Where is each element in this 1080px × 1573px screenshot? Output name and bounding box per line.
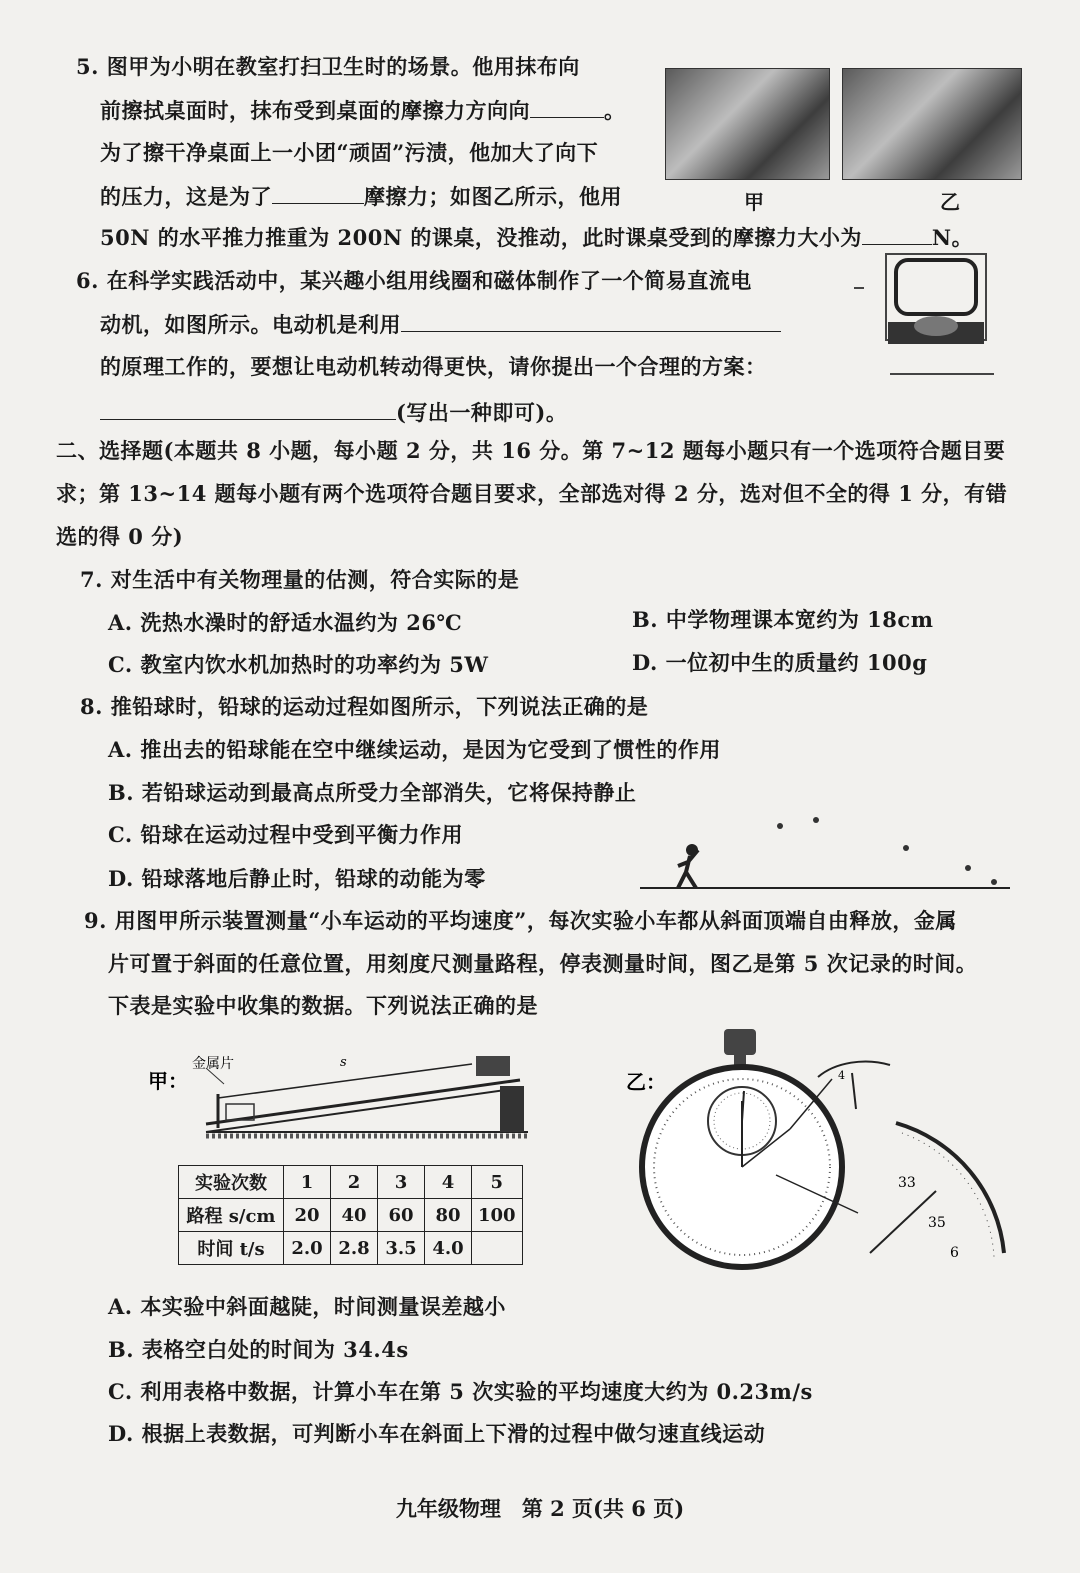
table-row-label: 路程 s/cm: [179, 1199, 284, 1232]
q5-line4-text: 的压力，这是为了: [100, 184, 272, 209]
photo-pushing-desk: [842, 68, 1022, 180]
caption-jia: 甲: [744, 190, 764, 214]
page-footer: 九年级物理 第 2 页(共 6 页): [395, 1496, 685, 1521]
table-row: [179, 1232, 523, 1265]
q8-stem: 8. 推铅球时，铅球的运动过程如图所示，下列说法正确的是: [80, 694, 649, 719]
table-row: [179, 1199, 523, 1232]
stopwatch-figure: [620, 1025, 1030, 1275]
metal-piece-label: 金属片: [192, 1056, 234, 1072]
table-cell: 5: [472, 1166, 523, 1199]
q6-line4-text: (写出一种即可)。: [396, 400, 568, 425]
q8-option-c[interactable]: C. 铅球在运动过程中受到平衡力作用: [108, 822, 463, 847]
incline-figure: [140, 1028, 540, 1153]
q7-option-d[interactable]: D. 一位初中生的质量约 100g: [632, 650, 928, 675]
table-cell: 20: [284, 1199, 331, 1232]
table-cell: 4.0: [425, 1232, 472, 1265]
table-cell: 80: [425, 1199, 472, 1232]
section2-line2: 求；第 13~14 题每小题有两个选项符合题目要求，全部选对得 2 分，选对但不全的得 1 分，有错: [56, 481, 1008, 506]
q5-line4: [100, 181, 622, 212]
dial-label-4: 4: [838, 1069, 845, 1082]
section2-line1: 二、选择题(本题共 8 小题，每小题 2 分，共 16 分。第 7~12 题每小题只有一个选项符合题目要: [56, 438, 1006, 463]
q6-line4: [100, 397, 567, 428]
table-cell: 100: [472, 1199, 523, 1232]
caption-yi: 乙: [940, 190, 960, 214]
fig-jia-label: 甲：: [148, 1069, 188, 1093]
table-row-label: 实验次数: [179, 1166, 284, 1199]
table-cell: 2.8: [331, 1232, 378, 1265]
table-cell: 4: [425, 1166, 472, 1199]
q9-option-b[interactable]: B. 表格空白处的时间为 34.4s: [108, 1337, 409, 1362]
section2-line3: 选的得 0 分): [56, 524, 184, 549]
data-table: [178, 1165, 523, 1265]
q5-line3: 为了擦干净桌面上一小团“顽固”污渍，他加大了向下: [100, 140, 599, 165]
answer-blank[interactable]: [530, 95, 604, 118]
answer-blank[interactable]: [100, 397, 396, 420]
q6-line3: 的原理工作的，要想让电动机转动得更快，请你提出一个合理的方案：: [100, 354, 767, 379]
q8-option-a[interactable]: A. 推出去的铅球能在空中继续运动，是因为它受到了惯性的作用: [108, 737, 721, 762]
photo-wiping-desk: [665, 68, 830, 180]
q6-line2: [100, 309, 781, 340]
q9-line2: 片可置于斜面的任意位置，用刻度尺测量路程，停表测量时间，图乙是第 5 次记录的时间。: [108, 951, 978, 976]
q7-stem: 7. 对生活中有关物理量的估测，符合实际的是: [80, 567, 520, 592]
q5-line2-text: 前擦拭桌面时，抹布受到桌面的摩擦力方向向: [100, 98, 530, 123]
q7-option-c[interactable]: C. 教室内饮水机加热时的功率约为 5W: [108, 652, 489, 677]
q7-option-a[interactable]: A. 洗热水澡时的舒适水温约为 26℃: [108, 610, 463, 635]
table-cell: 1: [284, 1166, 331, 1199]
table-cell: 40: [331, 1199, 378, 1232]
answer-blank[interactable]: [862, 222, 932, 245]
table-cell-empty: [472, 1232, 523, 1265]
q6-line1: 6. 在科学实践活动中，某兴趣小组用线圈和磁体制作了一个简易直流电: [76, 268, 752, 293]
shot-put-figure: [636, 806, 1016, 896]
q9-line1: 9. 用图甲所示装置测量“小车运动的平均速度”，每次实验小车都从斜面顶端自由释放，金属: [84, 908, 957, 933]
table-row-label: 时间 t/s: [179, 1232, 284, 1265]
q5-line2-end: 。: [604, 98, 626, 123]
answer-blank[interactable]: [401, 309, 781, 332]
q8-option-d[interactable]: D. 铅球落地后静止时，铅球的动能为零: [108, 866, 486, 891]
q5-line5-text: 50N 的水平推力推重为 200N 的课桌，没推动，此时课桌受到的摩擦力大小为: [100, 225, 862, 250]
q9-line3: 下表是实验中收集的数据。下列说法正确的是: [108, 993, 538, 1018]
dial-label-33: 33: [898, 1175, 916, 1191]
q5-line2: [100, 95, 626, 126]
table-cell: 2: [331, 1166, 378, 1199]
q9-option-d[interactable]: D. 根据上表数据，可判断小车在斜面上下滑的过程中做匀速直线运动: [108, 1421, 766, 1446]
table-cell: 2.0: [284, 1232, 331, 1265]
motor-figure: [852, 250, 1002, 385]
q9-option-a[interactable]: A. 本实验中斜面越陡，时间测量误差越小: [108, 1294, 506, 1319]
table-row: [179, 1166, 523, 1199]
table-cell: 3.5: [378, 1232, 425, 1265]
q8-option-b[interactable]: B. 若铅球运动到最高点所受力全部消失，它将保持静止: [108, 780, 637, 805]
table-cell: 3: [378, 1166, 425, 1199]
q9-option-c[interactable]: C. 利用表格中数据，计算小车在第 5 次实验的平均速度大约为 0.23m/s: [108, 1379, 813, 1404]
q5-line1: 5. 图甲为小明在教室打扫卫生时的场景。他用抹布向: [76, 54, 580, 79]
dial-label-6: 6: [950, 1245, 959, 1261]
distance-s-label: s: [340, 1055, 347, 1070]
q6-line2-text: 动机，如图所示。电动机是利用: [100, 312, 401, 337]
q7-option-b[interactable]: B. 中学物理课本宽约为 18cm: [632, 607, 934, 632]
q5-line5: [100, 222, 973, 253]
table-cell: 60: [378, 1199, 425, 1232]
fig-yi-label: 乙：: [626, 1070, 666, 1094]
q5-line5-end: N。: [931, 225, 974, 250]
q5-line4-end: 摩擦力；如图乙所示，他用: [364, 184, 622, 209]
dial-label-35: 35: [928, 1215, 946, 1231]
answer-blank[interactable]: [272, 181, 364, 204]
